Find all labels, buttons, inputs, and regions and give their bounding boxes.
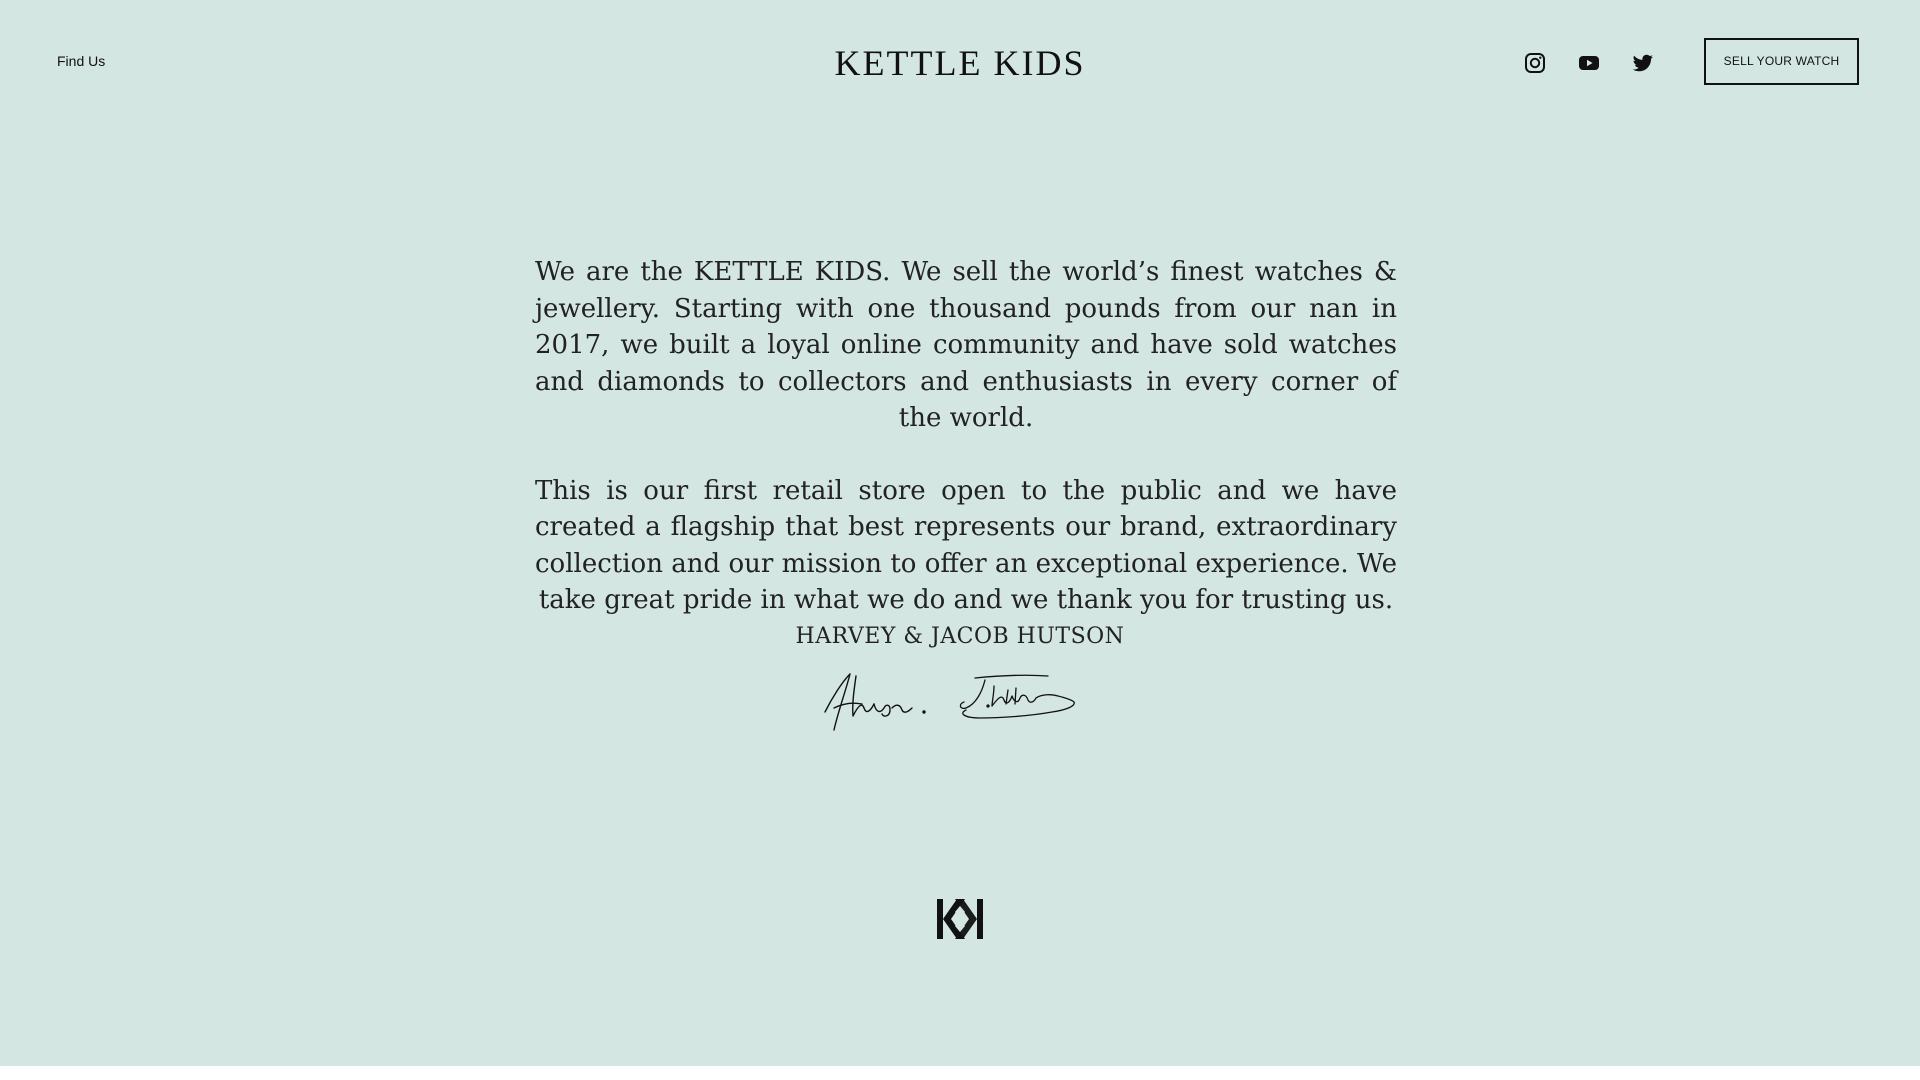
find-us-link[interactable]: Find Us xyxy=(57,53,106,69)
youtube-glyph xyxy=(1577,51,1601,75)
harvey-signature xyxy=(825,674,925,730)
kk-monogram-glyph xyxy=(936,898,984,940)
about-paragraph-1: We are the KETTLE KIDS. We sell the world’s finest watches & jewellery. Starting with one thousand pounds from our nan in 2017, we built a loyal online community and have sold watches and diamonds to collectors and enthusiasts in every corner of the world. xyxy=(535,257,1397,433)
signature-graphic xyxy=(820,668,1100,734)
jacob-signature xyxy=(960,675,1074,718)
about-paragraph-2: This is our first retail store open to the public and we have created a flagship that best represents our brand, extraordinary collection and our mission to offer an exceptional experience. We take great pride in what we do and we thank you for trusting us. xyxy=(535,475,1397,615)
youtube-icon[interactable] xyxy=(1577,51,1601,75)
twitter-glyph xyxy=(1631,51,1655,75)
about-copy xyxy=(535,254,1397,619)
twitter-icon[interactable] xyxy=(1631,51,1655,75)
kk-monogram-logo[interactable] xyxy=(936,898,984,940)
founders-names: HARVEY & JACOB HUTSON xyxy=(795,624,1125,649)
instagram-icon[interactable] xyxy=(1523,51,1547,75)
site-header xyxy=(0,0,1920,125)
page-bottom-strip xyxy=(0,1066,1920,1080)
brand-logo[interactable]: KETTLE KIDS xyxy=(834,43,1086,83)
sell-your-watch-button[interactable]: SELL YOUR WATCH xyxy=(1704,38,1859,85)
founders-signatures xyxy=(820,668,1100,734)
instagram-glyph xyxy=(1523,51,1547,75)
